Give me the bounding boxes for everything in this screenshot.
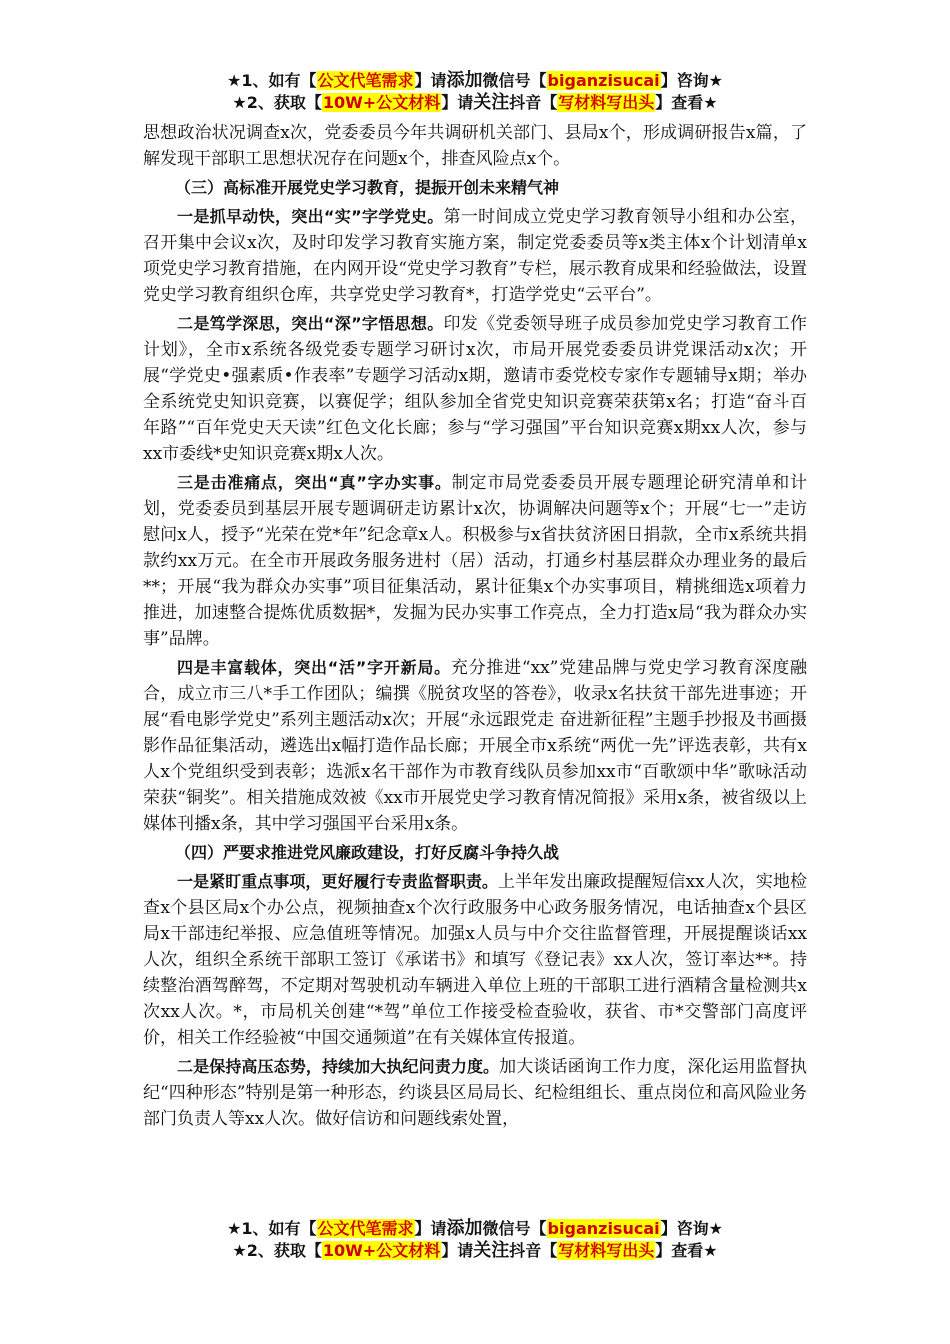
paragraph: 一是抓早动快，突出“实”字学党史。第一时间成立党史学习教育领导小组和办公室，召开集中会议x次，及时印发学习教育实施方案，制定党委委员等x类主体x个计划清单x项党史学习教育措施，在内网开设“党史学习教育”专栏，展示教育成果和经验做法，设置党史学习教育组织仓库，共享党史学习教育*，打造学党史“云平台”。 xyxy=(143,207,807,305)
promo-banner-bottom xyxy=(0,1218,950,1262)
paragraph-lead: 三是击准痛点，突出“真”字办实事。 xyxy=(177,473,452,492)
paragraph-lead: 四是丰富载体，突出“活”字开新局。 xyxy=(177,658,451,677)
highlight-materials: 10W+公文材料 xyxy=(322,1241,441,1260)
highlight-wechat-id: biganzisucai xyxy=(547,1219,660,1238)
promo-banner-top xyxy=(0,70,950,114)
promo-line-1: ★1、如有【公文代笔需求】请添加微信号【biganzisucai】咨询★ xyxy=(227,70,723,91)
section-heading: （三）高标准开展党史学习教育，提振开创未来精气神 xyxy=(175,178,560,197)
paragraph-lead: 二是保持高压态势，持续加大执纪问责力度。 xyxy=(177,1057,500,1076)
paragraph-lead: 一是紧盯重点事项，更好履行专责监督职责。 xyxy=(177,872,498,891)
paragraph-lead: 一是抓早动快，突出“实”字学党史。 xyxy=(177,207,444,226)
highlight-service: 公文代笔需求 xyxy=(317,1219,414,1238)
highlight-wechat-id: biganzisucai xyxy=(547,71,660,90)
highlight-douyin-account: 写材料写出头 xyxy=(558,93,655,112)
paragraph: 思想政治状况调查x次，党委委员今年共调研机关部门、县局x个，形成调研报告x篇，了解发现干部职工思想状况存在问题x个，排查风险点x个。 xyxy=(143,123,807,169)
document-body xyxy=(143,120,807,1135)
paragraph: 二是保持高压态势，持续加大执纪问责力度。加大谈话函询工作力度，深化运用监督执纪“四种形态”特别是第一种形态，约谈县区局局长、纪检组组长、重点岗位和高风险业务部门负责人等xx人次。做好信访和问题线索处置， xyxy=(143,1057,807,1129)
promo-line-1: ★1、如有【公文代笔需求】请添加微信号【biganzisucai】咨询★ xyxy=(227,1218,723,1239)
paragraph-lead: 二是笃学深思，突出“深”字悟思想。 xyxy=(177,314,444,333)
highlight-service: 公文代笔需求 xyxy=(317,71,414,90)
highlight-materials: 10W+公文材料 xyxy=(322,93,441,112)
section-heading: （四）严要求推进党风廉政建设，打好反腐斗争持久战 xyxy=(175,843,560,862)
promo-line-2: ★2、获取【10W+公文材料】请关注抖音【写材料写出头】查看★ xyxy=(232,92,718,113)
paragraph: 三是击准痛点，突出“真”字办实事。制定市局党委委员开展专题理论研究清单和计划，党委委员到基层开展专题调研走访累计x次，协调解决问题等x个；开展“七一”走访慰问x人，授予“光荣在党*年”纪念章x人。积极参与x省扶贫济困日捐款，全市x系统共捐款约xx万元。在全市开展政务服务进村（居）活动，打通乡村基层群众办理业务的最后**；开展“我为群众办实事”项目征集活动，累计征集x个办实事项目，精挑细选x项着力推进，加速整合提炼优质数据*，发掘为民办实事工作亮点，全力打造x局“我为群众办实事”品牌。 xyxy=(143,473,807,649)
promo-line-2: ★2、获取【10W+公文材料】请关注抖音【写材料写出头】查看★ xyxy=(232,1240,718,1261)
paragraph: 一是紧盯重点事项，更好履行专责监督职责。上半年发出廉政提醒短信xx人次，实地检查x个县区局x个办公点，视频抽查x个次行政服务中心政务服务情况，电话抽查x个县区局x干部违纪举报、应急值班等情况。加强x人员与中介交往监督管理，开展提醒谈话xx人次，组织全系统干部职工签订《承诺书》和填写《登记表》xx人次，签订率达**。持续整治酒驾醉驾，不定期对驾驶机动车辆进入单位上班的干部职工进行酒精含量检测共x次xx人次。*，市局机关创建“*驾”单位工作接受检查验收，获省、市*交警部门高度评价，相关工作经验被“中国交通频道”在有关媒体宣传报道。 xyxy=(143,872,807,1048)
highlight-douyin-account: 写材料写出头 xyxy=(558,1241,655,1260)
paragraph: 二是笃学深思，突出“深”字悟思想。印发《党委领导班子成员参加党史学习教育工作计划》，全市x系统各级党委专题学习研讨x次，市局开展党委委员讲党课活动x次；开展“学党史•强素质•作表率”专题学习活动x期，邀请市委党校专家作专题辅导x期；举办全系统党史知识竞赛，以赛促学；组队参加全省党史知识竞赛荣获第x名；打造“奋斗百年路”“百年党史天天读”红色文化长廊；参与“学习强国”平台知识竞赛x期xx人次，参与xx市委线*史知识竞赛x期x人次。 xyxy=(143,314,807,464)
paragraph: 四是丰富载体，突出“活”字开新局。充分推进“xx”党建品牌与党史学习教育深度融合，成立市三八*手工作团队；编撰《脱贫攻坚的答卷》，收录x名扶贫干部先进事迹；开展“看电影学党史”系列主题活动x次；开展“永远跟党走 奋进新征程”主题手抄报及书画摄影作品征集活动，遴选出x幅打造作品长廊；开展全市x系统“两优一先”评选表彰，共有x人x个党组织受到表彰；选派x名干部作为市教育线队员参加xx市“百歌颂中华”歌咏活动荣获“铜奖”。相关措施成效被《xx市开展党史学习教育情况简报》采用x条，被省级以上媒体刊播x条，其中学习强国平台采用x条。 xyxy=(143,658,807,834)
